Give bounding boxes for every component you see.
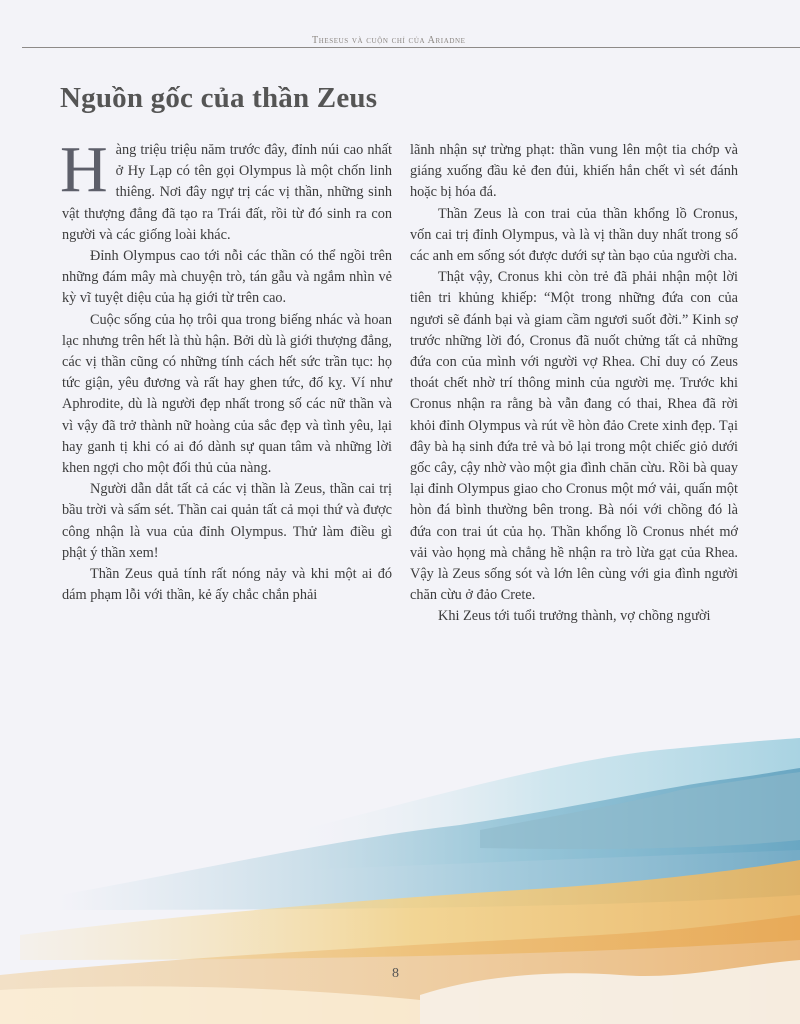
page-number: 8 <box>392 966 399 981</box>
chapter-title: Nguồn gốc của thần Zeus <box>60 82 378 114</box>
paragraph: Cuộc sống của họ trôi qua trong biếng nhác và hoan lạc nhưng trên hết là thù hận. Bởi dù là giới thượng đẳng, các vị thần cũng có những tính cách hết sức trần tục: họ tức giận, yêu đương và rất hay ghen tức, đố kỵ. Ví như Aphrodite, dù là người đẹp nhất trong số các nữ thần và vì vậy đã trở thành nữ hoàng của sắc đẹp và tình yêu, lại hay ganh tị khi có ai đó dành sự quan tâm và những lời khen ngợi cho một đối thủ của nàng. <box>62 311 392 477</box>
paragraph: Thần Zeus là con trai của thần khổng lồ Cronus, vốn cai trị đỉnh Olympus, và là vị thần duy nhất trong số các anh em sống sót được dưới sự tàn bạo của người cha. <box>410 205 738 265</box>
watercolor-landscape-icon <box>0 720 800 1024</box>
paragraph: Thật vậy, Cronus khi còn trẻ đã phải nhận một lời tiên tri khủng khiếp: “Một trong những đứa con của ngươi sẽ đánh bại và giam cầm ngươi suốt đời.” Kinh sợ trước những lời đó, Cronus đã nuốt chửng tất cả những đứa con của mình với người vợ Rhea. Chỉ duy có Zeus thoát chết nhờ trí thông minh của người mẹ. Trước khi Cronus nhận ra rằng bà vẫn đang có thai, Rhea đã rời khỏi đỉnh Olympus và rút về hòn đảo Crete xinh đẹp. Tại đây bà hạ sinh đứa trẻ và bỏ lại trong một chiếc giỏ dưới gốc cây, cậy nhờ vào một gia đình chăn cừu. Rồi bà quay lại đỉnh Olympus giao cho Cronus một mớ vải, quấn một hòn đá bình thường bên trong. Bà nói với chồng đó là đứa con trai út của họ. Thần khổng lồ Cronus nhét mớ vải vào họng mà chẳng hề nhận ra trò lừa gạt của Rhea. Vậy là Zeus sống sót và lớn lên cùng với gia đình người chăn cừu ở đảo Crete. <box>410 269 738 604</box>
paragraph: Thần Zeus quả tính rất nóng nảy và khi một ai đó dám phạm lỗi với thần, kẻ ấy chắc chắn phải <box>62 566 392 604</box>
paragraph-text: àng triệu triệu năm trước đây, đỉnh núi cao nhất ở Hy Lạp có tên gọi Olympus là một chốn linh thiêng. Nơi đây ngự trị các vị thần, những sinh vật thượng đẳng đã tạo ra Trái đất, rồi từ đó sinh ra con người và các giống loài khác. <box>62 142 392 243</box>
paragraph: Khi Zeus tới tuổi trưởng thành, vợ chồng người <box>438 608 711 625</box>
right-column <box>410 140 738 628</box>
paragraph: Người dẫn dắt tất cả các vị thần là Zeus, thần cai trị bầu trời và sấm sét. Thần cai quản tất cả mọi thứ và được công nhận là vua của đỉnh Olympus. Thử làm điều gì phật ý thần xem! <box>62 481 392 561</box>
paragraph: lãnh nhận sự trừng phạt: thần vung lên một tia chớp và giáng xuống đầu kẻ đen đủi, khiến hắn chết vì sét đánh hoặc bị hóa đá. <box>410 142 738 201</box>
paragraph <box>60 133 392 246</box>
left-column <box>60 133 392 606</box>
header-rule <box>22 47 800 48</box>
drop-cap: H <box>60 133 108 206</box>
running-head: Theseus và cuộn chỉ của Ariadne <box>312 35 466 46</box>
paragraph: Đỉnh Olympus cao tới nỗi các thần có thể ngồi trên những đám mây mà chuyện trò, tán gẫu và ngắm nhìn vẻ kỳ vĩ tuyệt diệu của hạ giới từ trên cao. <box>62 248 392 307</box>
